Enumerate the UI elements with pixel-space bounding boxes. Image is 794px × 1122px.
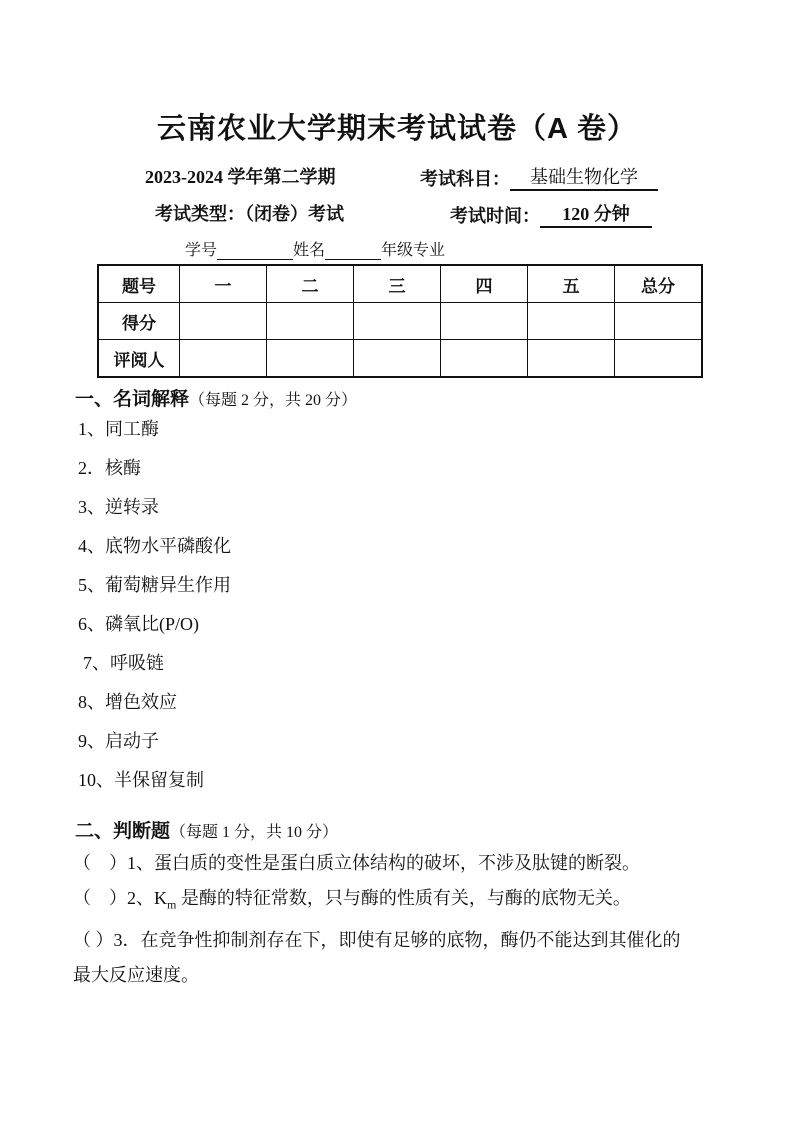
subject-line [420, 163, 658, 191]
judgment-item-2 [73, 881, 690, 923]
table-corner-cell: 题号 [98, 265, 180, 303]
section-1-heading [75, 384, 357, 411]
score-cell [267, 303, 354, 340]
section-1-title: 一、名词解释 [75, 389, 190, 410]
reviewer-cell [267, 340, 354, 378]
judgment-item-2-body: 是酶的特征常数，只与酶的性质有关，与酶的底物无关。 [176, 888, 631, 908]
judgment-list [73, 846, 690, 993]
term-item-8: 8、增色效应 [78, 692, 177, 712]
judgment-item-3: （ ）3．在竞争性抑制剂存在下，即使有足够的底物，酶仍不能达到其催化的最大反应速度。 [73, 929, 681, 985]
score-cell [615, 303, 703, 340]
section-1-note: （每题 2 分，共 20 分） [189, 392, 358, 409]
term-item-9: 9、启动子 [78, 731, 159, 751]
time-value-blank: 120 分钟 [540, 200, 652, 228]
term-item-10: 10、半保留复制 [78, 770, 204, 790]
section-2-heading [75, 816, 338, 843]
score-table [97, 264, 703, 378]
judgment-item-1: （ ）1、蛋白质的变性是蛋白质立体结构的破坏，不涉及肽键的断裂。 [73, 853, 640, 873]
term-item-3: 3、逆转录 [78, 497, 159, 517]
term-item-4: 4、底物水平磷酸化 [78, 536, 231, 556]
km-subscript: m [167, 897, 177, 912]
score-cell [354, 303, 441, 340]
reviewer-cell [528, 340, 615, 378]
term-list [78, 416, 231, 806]
exam-type-label: 考试类型：（闭卷）考试 [155, 204, 344, 224]
semester-label: 2023-2024 学年第二学期 [145, 167, 336, 187]
term-item-1: 1、同工酶 [78, 419, 159, 439]
column-header-5: 五 [528, 265, 615, 303]
score-row-label: 得分 [98, 303, 180, 340]
column-header-4: 四 [441, 265, 528, 303]
score-cell [180, 303, 267, 340]
column-header-3: 三 [354, 265, 441, 303]
reviewer-cell [441, 340, 528, 378]
reviewer-row [98, 340, 702, 378]
page-title: 云南农业大学期末考试试卷（A 卷） [157, 113, 637, 145]
term-item-2: 2．核酶 [78, 458, 141, 478]
student-id-label: 学号 [185, 242, 218, 259]
reviewer-row-label: 评阅人 [98, 340, 180, 378]
time-label: 考试时间： [450, 206, 540, 226]
subject-label: 考试科目： [420, 169, 510, 189]
term-item-5: 5、葡萄糖异生作用 [78, 575, 231, 595]
reviewer-cell [354, 340, 441, 378]
score-cell [528, 303, 615, 340]
column-header-1: 一 [180, 265, 267, 303]
student-id-blank [217, 240, 293, 260]
score-row [98, 303, 702, 340]
column-header-2: 二 [267, 265, 354, 303]
reviewer-cell [615, 340, 703, 378]
score-cell [441, 303, 528, 340]
time-line [450, 200, 652, 228]
student-name-label: 姓名 [293, 242, 326, 259]
term-item-6: 6、磷氧比(P/O) [78, 614, 199, 634]
student-info-line [185, 237, 445, 260]
section-2-title: 二、判断题 [75, 821, 171, 842]
student-name-blank [325, 240, 381, 260]
reviewer-cell [180, 340, 267, 378]
score-table-header-row [98, 265, 702, 303]
section-2-note: （每题 1 分，共 10 分） [170, 824, 339, 841]
student-major-label: 年级专业 [381, 242, 446, 259]
subject-value-blank: 基础生物化学 [510, 163, 658, 191]
judgment-item-2-prefix: （ ）2、K [73, 888, 167, 908]
term-item-7: 7、呼吸链 [83, 653, 164, 673]
column-header-total: 总分 [615, 265, 703, 303]
